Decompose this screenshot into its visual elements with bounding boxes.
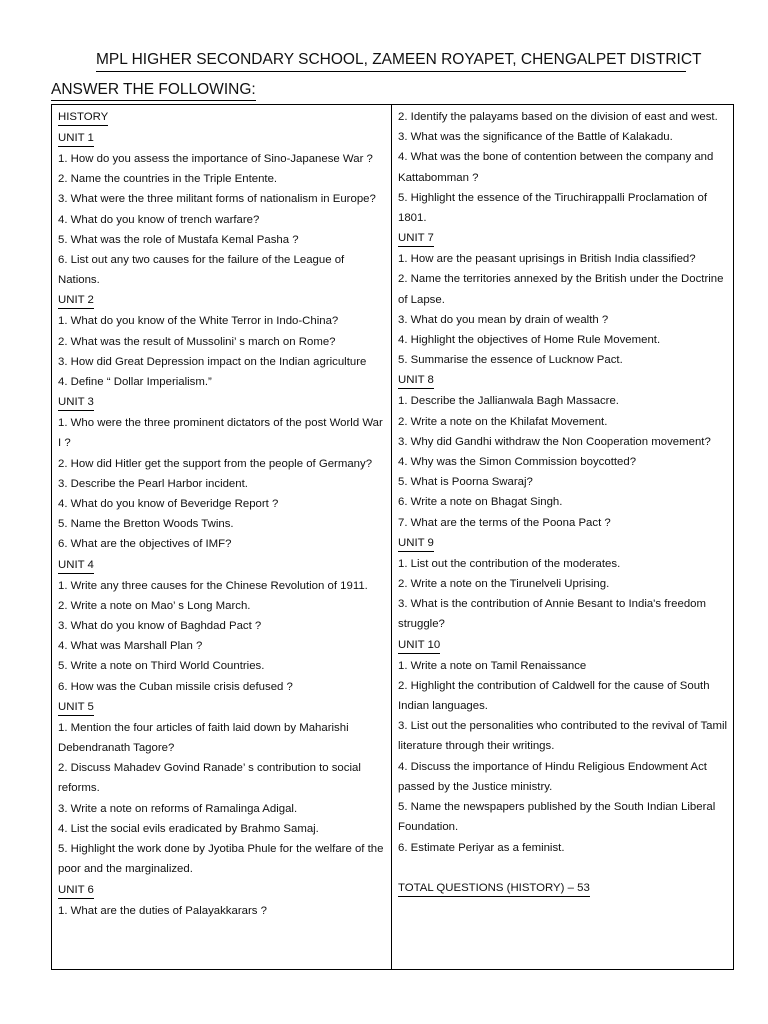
question-item: 5. Write a note on Third World Countries. [58,660,265,673]
unit-heading: UNIT 6 [58,882,94,899]
unit-6-continued [398,107,729,228]
question-item: 5. Highlight the essence of the Tiruchirappalli Proclamation of 1801. [398,191,707,225]
question-table [51,104,734,970]
question-item: 1. Mention the four articles of faith laid down by Maharishi Debendranath Tagore? [58,721,349,755]
unit-heading: UNIT 10 [398,637,440,654]
question-item: 2. What was the result of Mussolini’ s march on Rome? [58,335,336,348]
question-item: 3. What were the three militant forms of nationalism in Europe? [58,193,376,206]
unit-heading: UNIT 8 [398,372,434,389]
question-item: 5. Name the Bretton Woods Twins. [58,518,234,531]
question-item: 1. What do you know of the White Terror in Indo-China? [58,315,339,328]
question-item: 6. What are the objectives of IMF? [58,538,232,551]
question-item: 3. What do you mean by drain of wealth ? [398,313,609,326]
unit-heading: UNIT 3 [58,394,94,411]
question-item: 3. What was the significance of the Battle of Kalakadu. [398,131,673,144]
question-item: 3. List out the personalities who contributed to the revival of Tamil literature through their writings. [398,720,728,753]
question-item: 2. Write a note on Mao’ s Long March. [58,599,251,612]
question-item: 1. Write a note on Tamil Renaissance [398,659,587,672]
question-item: 6. Estimate Periyar as a feminist. [398,841,565,854]
question-item: 3. What do you know of Baghdad Pact ? [58,620,262,633]
question-item: 4. List the social evils eradicated by Brahmo Samaj. [58,822,319,835]
unit-heading: UNIT 7 [398,230,434,247]
question-item: 3. Describe the Pearl Harbor incident. [58,477,248,490]
instruction-heading: ANSWER THE FOLLOWING: [51,80,256,101]
question-item: 1. Who were the three prominent dictators of the post World War I ? [58,417,383,450]
question-item: 2. Identify the palayams based on the division of east and west. [398,111,718,123]
unit-heading: UNIT 5 [58,699,94,716]
question-item: 6. How was the Cuban missile crisis defused ? [58,680,293,693]
question-item: 1. Write any three causes for the Chinese Revolution of 1911. [58,579,368,592]
right-column [392,105,733,969]
question-item: 4. Why was the Simon Commission boycotted? [398,456,637,469]
question-item: 5. What was the role of Mustafa Kemal Pasha ? [58,233,299,246]
question-item: 6. Write a note on Bhagat Singh. [398,496,563,509]
question-item: 2. Write a note on the Khilafat Movement. [398,415,608,428]
question-item: 3. How did Great Depression impact on the Indian agriculture [58,355,367,368]
question-item: 1. How are the peasant uprisings in British India classified? [398,253,696,266]
question-item: 2. Name the countries in the Triple Entente. [58,173,278,186]
question-item: 3. Why did Gandhi withdraw the Non Cooperation movement? [398,435,711,448]
question-item: 4. What was Marshall Plan ? [58,640,203,653]
unit-heading: UNIT 2 [58,292,94,309]
school-title: MPL HIGHER SECONDARY SCHOOL, ZAMEEN ROYAPET, CHENGALPET DISTRICT [96,50,686,72]
question-item: 2. How did Hitler get the support from the people of Germany? [58,457,373,470]
question-item: 5. Name the newspapers published by the South Indian Liberal Foundation. [398,801,716,834]
question-item: 1. List out the contribution of the moderates. [398,557,621,570]
question-item: 2. Discuss Mahadev Govind Ranade’ s contribution to social reforms. [58,762,361,795]
unit-heading: UNIT 4 [58,557,94,574]
question-item: 1. What are the duties of Palayakkarars ? [58,904,267,917]
left-column [52,105,392,969]
question-item: 6. List out any two causes for the failure of the League of Nations. [58,254,345,287]
question-item: 2. Name the territories annexed by the British under the Doctrine of Lapse. [398,273,724,306]
unit-heading: UNIT 1 [58,130,94,147]
question-item: 2. Write a note on the Tirunelveli Uprising. [398,578,610,591]
question-item: 1. Describe the Jallianwala Bagh Massacre. [398,395,619,408]
left-units [58,128,387,921]
question-item: 5. Summarise the essence of Lucknow Pact. [398,354,623,367]
question-item: 2. Highlight the contribution of Caldwell for the cause of South Indian languages. [398,679,710,713]
unit-heading: UNIT 9 [398,535,434,552]
question-item: 4. Highlight the objectives of Home Rule Movement. [398,334,661,347]
subject-heading: HISTORY [58,109,108,126]
question-item: 1. How do you assess the importance of Sino-Japanese War ? [58,153,373,165]
question-item: 4. What was the bone of contention between the company and Kattabomman ? [398,151,714,184]
right-units [398,228,729,857]
question-item: 7. What are the terms of the Poona Pact ? [398,516,611,529]
question-item: 3. What is the contribution of Annie Besant to India's freedom struggle? [398,598,707,631]
question-item: 4. What do you know of trench warfare? [58,213,260,226]
total-questions: TOTAL QUESTIONS (HISTORY) – 53 [398,880,590,897]
question-item: 4. Define “ Dollar Imperialism.” [58,376,212,389]
question-item: 5. What is Poorna Swaraj? [398,476,533,489]
question-item: 5. Highlight the work done by Jyotiba Phule for the welfare of the poor and the marginalized. [58,843,384,876]
question-item: 4. Discuss the importance of Hindu Religious Endowment Act passed by the Justice ministry. [398,760,707,793]
question-item: 3. Write a note on reforms of Ramalinga Adigal. [58,802,298,815]
question-item: 4. What do you know of Beveridge Report ? [58,498,279,511]
